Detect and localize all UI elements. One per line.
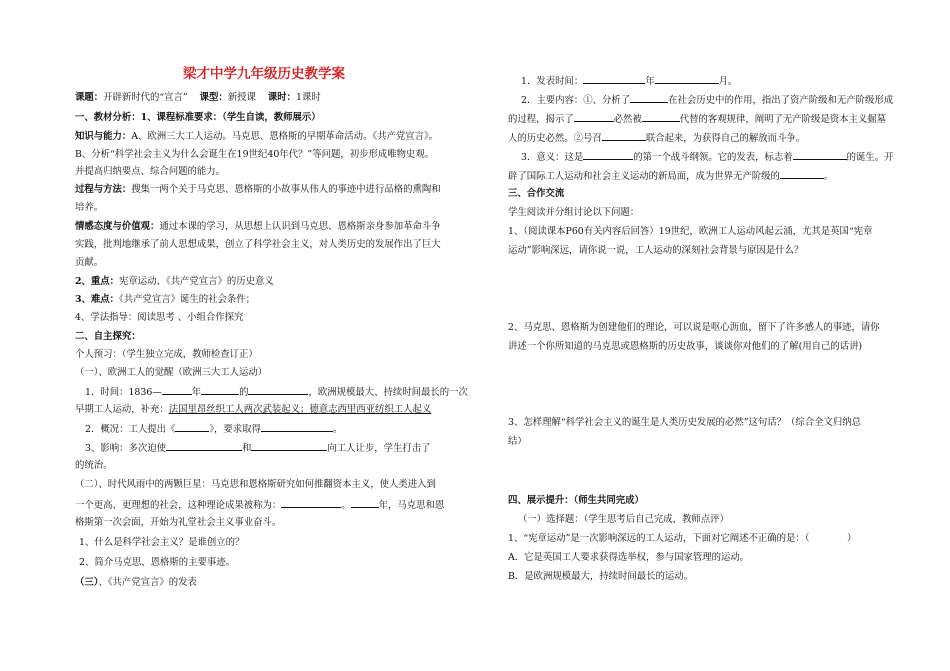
knowledge-ability: 知识与能力：A、欧洲三大工人运动。马克思、恩格斯的早期革命活动。《共产党宣言》。 xyxy=(75,131,439,142)
discussion-question-1-line-2: 运动”影响深远，请你说一说，工人运动的深刻社会背景与原因是什么？ xyxy=(508,245,804,256)
section-3-heading: 三、合作交流 xyxy=(508,188,565,199)
question-scientific-socialism: 1、什么是科学社会主义？是谁创立的？ xyxy=(79,537,245,548)
blank[interactable] xyxy=(630,92,668,103)
blank[interactable] xyxy=(583,149,633,160)
blank[interactable] xyxy=(574,111,614,122)
section-4-heading: 四、展示提升：（师生共同完成） xyxy=(508,495,644,506)
blank[interactable] xyxy=(175,421,209,432)
page-title: 梁才中学九年级历史教学案 xyxy=(183,66,345,82)
blank[interactable] xyxy=(583,73,645,84)
knowledge-line-2: B、分析“科学社会主义为什么会诞生在19世纪40年代？”等问题，初步形成唯物史观。 xyxy=(75,149,435,160)
question-impact: 3、影响：多次迫使 和 向工人让步，学生打击了 xyxy=(85,440,431,455)
section-3-intro: 学生阅读并分组讨论以下问题： xyxy=(508,207,640,218)
blank[interactable] xyxy=(162,384,192,395)
blank[interactable] xyxy=(642,111,680,122)
subsection-2-line-3: 格斯第一次会面，开始为礼堂社会主义事业奋斗。 xyxy=(75,517,282,528)
process-line-2: 培养。 xyxy=(75,202,104,213)
subsection-1: （一）、欧洲工人的觉醒（欧洲三大工人运动） xyxy=(75,367,268,378)
subsection-2-line-2: 一个更高、更理想的社会，这种理论成果被称为： 。 年，马克思和恩 xyxy=(75,497,444,512)
main-content: 2．主要内容：①、分析了 在社会历史中的作用，指出了资产阶级和无产阶级形成 xyxy=(521,92,893,107)
question-marx-engels: 2、简介马克思、恩格斯的主要事迹。 xyxy=(79,557,235,568)
main-content-line-2: 的过程，揭示了 必然被 代替的客观规律，阐明了无产阶级是资本主义掘墓 xyxy=(508,111,886,126)
choice-option-b: B．是欧洲规模最大，持续时间最长的运动。 xyxy=(508,571,694,582)
blank[interactable] xyxy=(251,440,327,451)
subsection-2: （二）、时代风雨中的两颗巨星：马克思和恩格斯研究如何推翻资本主义，使人类进入到 xyxy=(75,479,436,490)
choice-subsection: （一）选择题：（学生思考后自己完成，教师点评） xyxy=(518,514,729,525)
discussion-question-1: 1、（阅读课本P60有关内容后回答）19世纪，欧洲工人运动风起云涌，尤其是英国“宪章 xyxy=(508,226,873,237)
process-method: 过程与方法：搜集一两个关于马克思、恩格斯的小故事从伟人的事迹中进行品格的熏陶和 xyxy=(75,184,441,195)
significance-line-2: 辟了国际工人运动和社会主义运动的新局面，成为世界无产阶级的 。 xyxy=(508,168,833,183)
blank[interactable] xyxy=(166,440,242,451)
emotion-line-2: 实践，批判地继承了前人思想成果，创立了科学社会主义，对人类历史的发展作出了巨大 xyxy=(75,239,441,250)
question-time-line-2: 早期工人运动，补充：法国里昂丝织工人两次武装起义；德意志西里西亚纺织工人起义 xyxy=(75,404,432,415)
blank[interactable] xyxy=(780,168,824,179)
choice-question-1: 1、“宪章运动”是一次影响深远的工人运动，下面对它阐述不正确的是：（ ） xyxy=(508,533,857,544)
blank[interactable] xyxy=(248,384,308,395)
key-points: 2、重点：宪章运动、《共产党宣言》的历史意义 xyxy=(75,276,274,287)
difficult-points: 3、难点：《共产党宣言》诞生的社会条件； xyxy=(75,294,255,305)
blank[interactable] xyxy=(655,73,719,84)
study-guide: 4、学法指导：阅读思考 、小组合作探究 xyxy=(75,312,244,323)
choice-option-a: A．它是英国工人要求获得选举权，参与国家管理的运动。 xyxy=(508,552,750,563)
subsection-3: （三）、《共产党宣言》的发表 xyxy=(75,577,197,588)
discussion-question-2: 2、马克思、恩格斯为创建他们的理论，可以说是呕心沥血，留下了许多感人的事迹，请你 xyxy=(508,322,880,333)
blank[interactable] xyxy=(351,497,379,508)
discussion-question-3-line-2: 结） xyxy=(508,436,527,447)
emotion-values: 情感态度与价值观：通过本课的学习，从思想上认识到马克思、恩格斯亲身参加革命斗争 xyxy=(75,221,441,232)
publish-time: 1．发表时间： 年 月。 xyxy=(521,73,737,88)
discussion-question-2-line-2: 讲述一个你所知道的马克思或恩格斯的历史故事，谈谈你对他们的了解(用自己的话讲) xyxy=(508,341,863,352)
question-overview: 2．概况：工人提出《 》，要求取得 。 xyxy=(85,421,342,436)
main-content-line-3: 人的历史必然。②号召 联合起来，为获得自己的解放而斗争。 xyxy=(508,130,805,145)
significance: 3．意义：这是 的第一个战斗纲领。它的发表，标志着 的诞生。开 xyxy=(521,149,894,164)
question-time: 1．时间：1836— 年 的 ，欧洲规模最大、持续时间最长的一次 xyxy=(85,384,468,399)
lesson-meta: 课题：开辟新时代的“宣言” 课型：新授课 课时：1课时 xyxy=(75,92,321,103)
question-impact-line-2: 的统治。 xyxy=(75,460,113,471)
emotion-line-3: 贡献。 xyxy=(75,257,104,268)
section-2-heading: 二、自主探究： xyxy=(75,331,141,342)
discussion-question-3: 3、怎样理解“科学社会主义的诞生是人类历史发展的必然”这句话？（综合全文归纳总 xyxy=(508,417,862,428)
blank[interactable] xyxy=(281,497,341,508)
blank[interactable] xyxy=(201,384,239,395)
knowledge-line-3: 并提高归纳要点、综合问题的能力。 xyxy=(75,166,226,177)
preview-line: 个人预习：（学生独立完成，教师检查订正） xyxy=(75,349,258,360)
blank[interactable] xyxy=(602,130,646,141)
blank[interactable] xyxy=(793,149,847,160)
section-1-heading: 一、教材分析：1、课程标准要求：（学生自读，教师展示） xyxy=(75,112,321,123)
blank[interactable] xyxy=(261,421,333,432)
